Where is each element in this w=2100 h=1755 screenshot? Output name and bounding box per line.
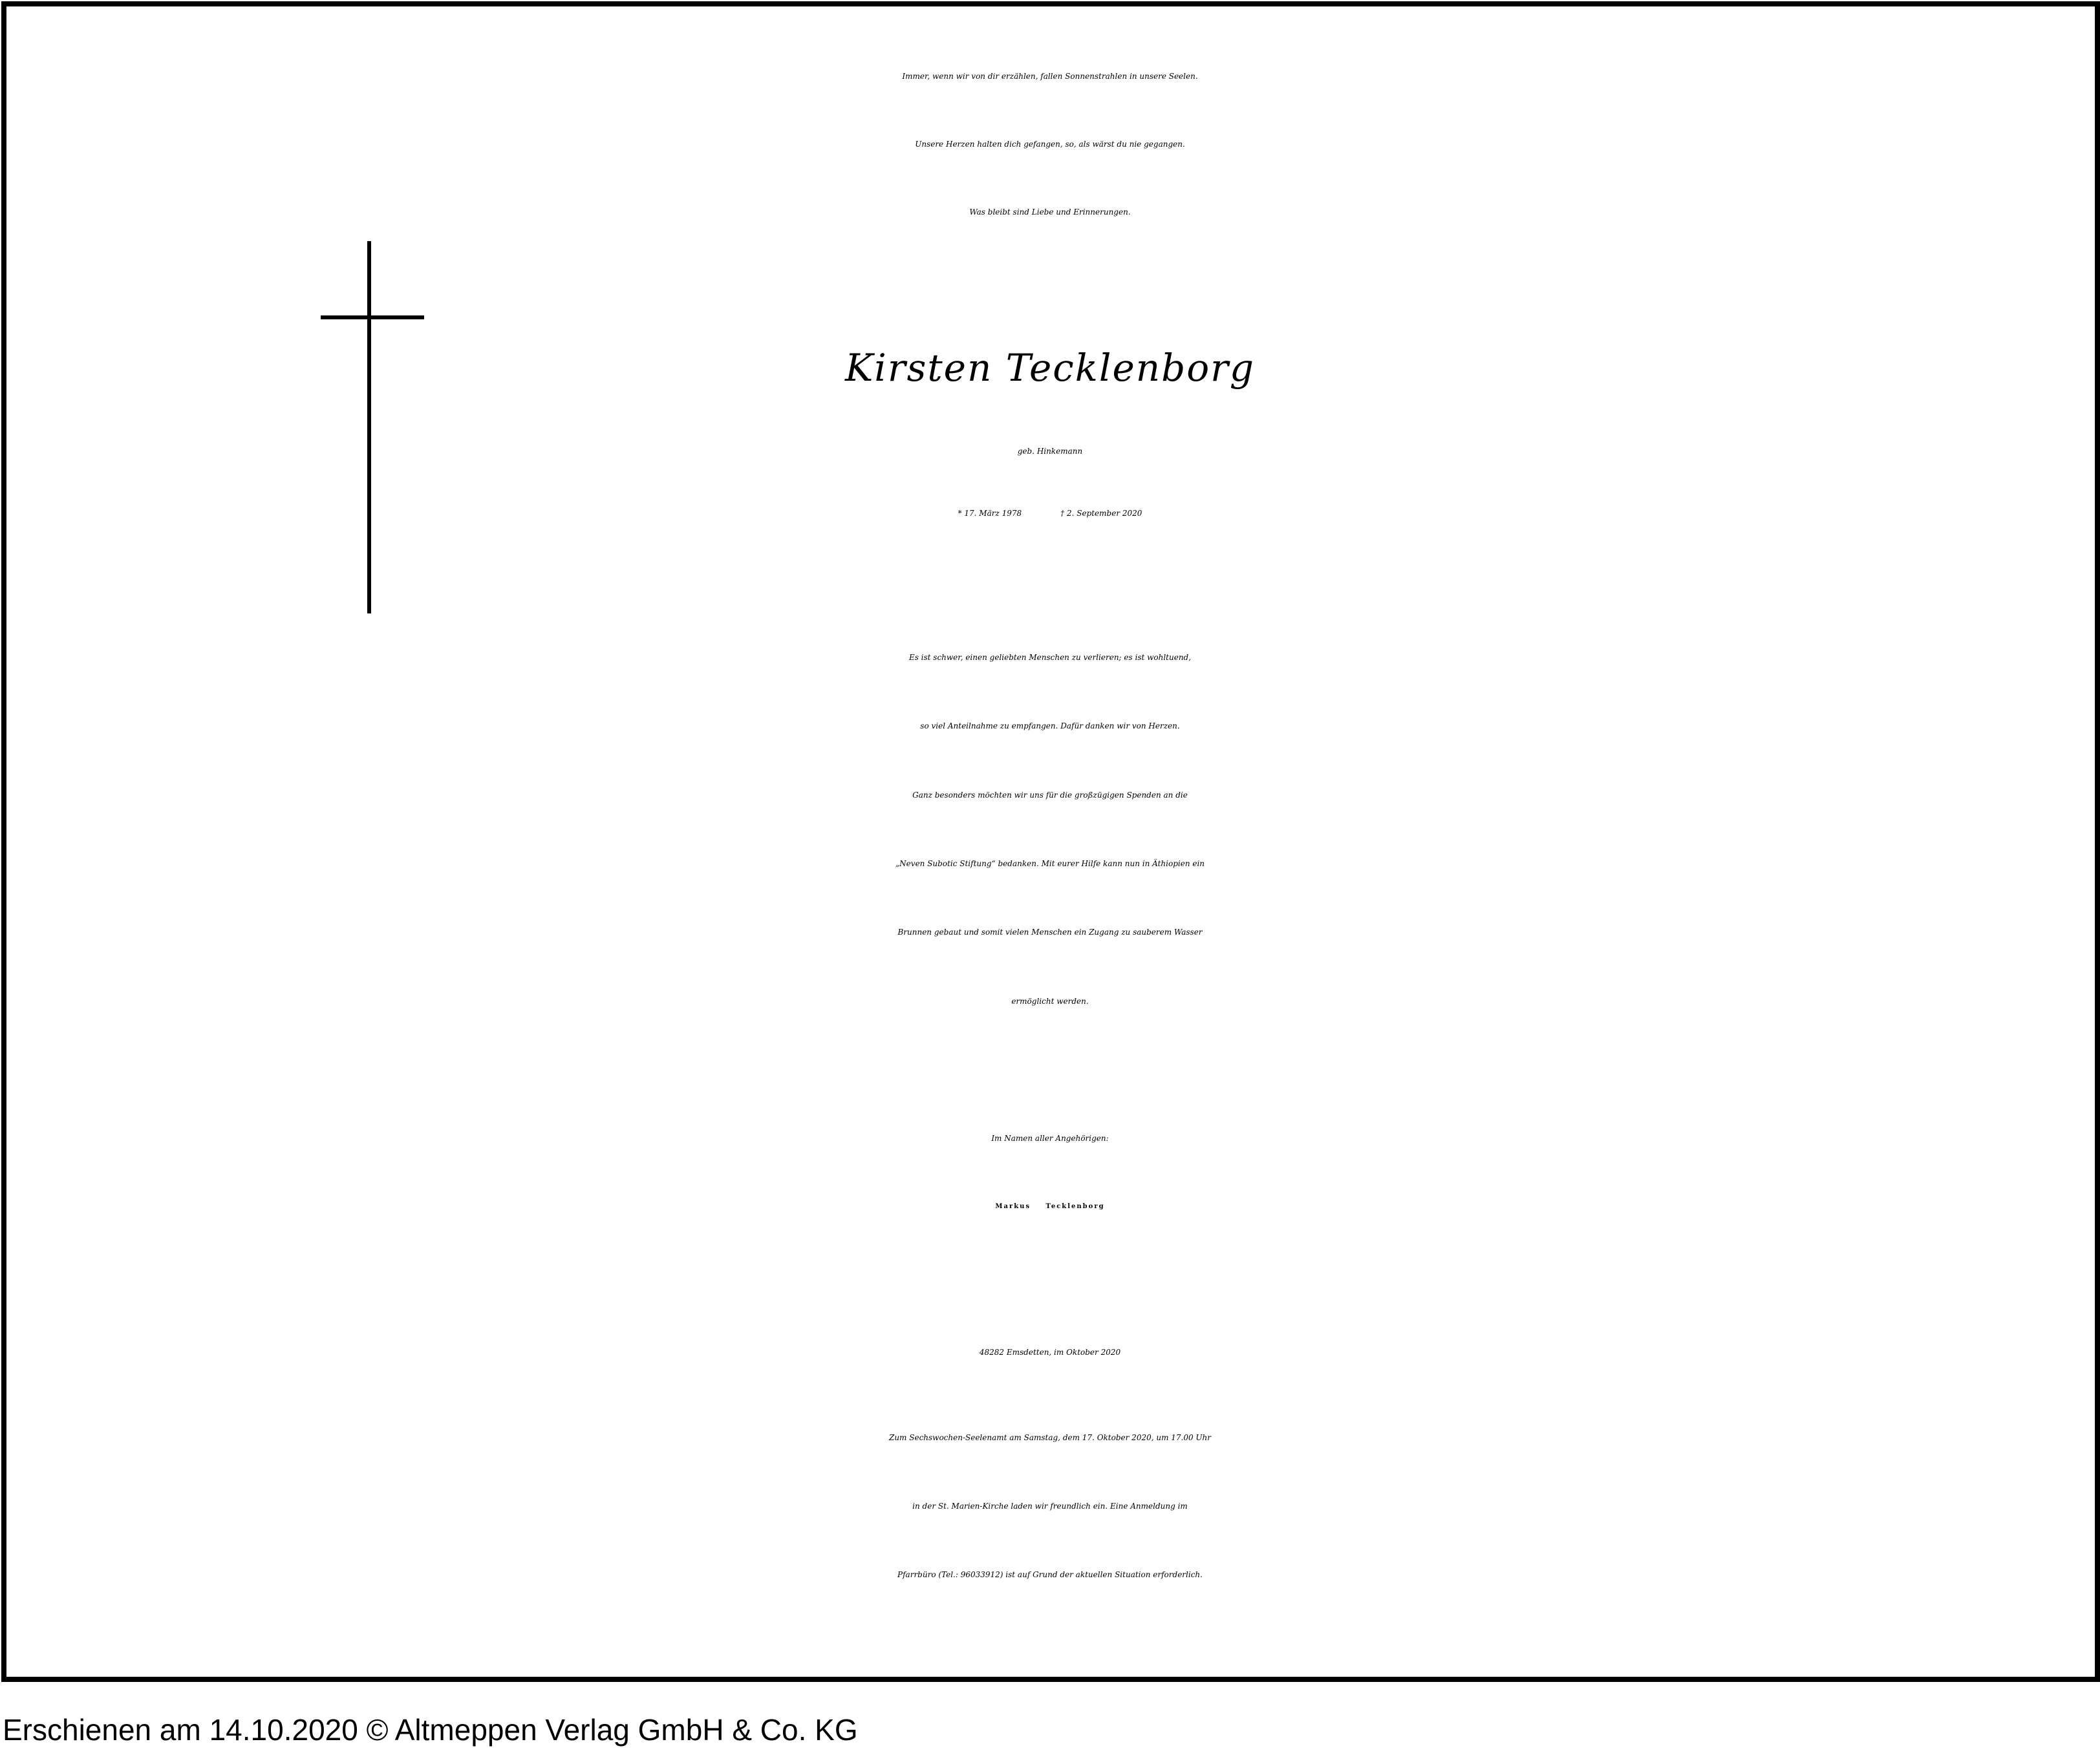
on-behalf-text: Im Namen aller Angehörigen: <box>991 1134 1109 1143</box>
verse-line-3: Was bleibt sind Liebe und Erinnerungen. <box>969 207 1131 217</box>
service-line-1: Zum Sechswochen-Seelenamt am Samstag, dem 17. Oktober 2020, um 17.00 Uhr <box>888 1433 1212 1442</box>
life-dates <box>0 509 2100 517</box>
death-date: † 2. September 2020 <box>1060 509 1142 518</box>
thanks-line-6: ermöglicht werden. <box>1011 997 1089 1006</box>
cross-icon-bar <box>321 315 424 319</box>
obituary-frame <box>1 1 2100 1682</box>
deceased-name: Kirsten Tecklenborg <box>844 346 1256 390</box>
place-date: 48282 Emsdetten, im Oktober 2020 <box>979 1348 1121 1357</box>
service-line-2: in der St. Marien-Kirche laden wir freundlich ein. Eine Anmeldung im <box>912 1502 1188 1511</box>
thanks-line-5: Brunnen gebaut und somit vielen Menschen ein Zugang zu sauberem Wasser <box>897 928 1203 937</box>
signer-name: Markus Tecklenborg <box>995 1203 1105 1210</box>
cross-icon <box>367 241 371 613</box>
service-line-3: Pfarrbüro (Tel.: 96033912) ist auf Grund der aktuellen Situation erforderlich. <box>897 1570 1203 1579</box>
publication-footer: Erschienen am 14.10.2020 © Altmeppen Verlag GmbH & Co. KG <box>3 1713 858 1747</box>
birth-name: geb. Hinkemann <box>1017 447 1083 456</box>
thanks-line-1: Es ist schwer, einen geliebten Menschen zu verlieren; es ist wohltuend, <box>908 653 1192 662</box>
thanks-line-2: so viel Anteilnahme zu empfangen. Dafür danken wir von Herzen. <box>920 721 1180 730</box>
thanks-line-3: Ganz besonders möchten wir uns für die großzügigen Spenden an die <box>912 791 1188 800</box>
verse-line-1: Immer, wenn wir von dir erzählen, fallen Sonnenstrahlen in unsere Seelen. <box>902 72 1198 81</box>
birth-date: * 17. März 1978 <box>958 509 1022 518</box>
thanks-line-4: „Neven Subotic Stiftung“ bedanken. Mit eurer Hilfe kann nun in Äthiopien ein <box>895 859 1205 868</box>
verse-line-2: Unsere Herzen halten dich gefangen, so, als wärst du nie gegangen. <box>915 140 1185 149</box>
